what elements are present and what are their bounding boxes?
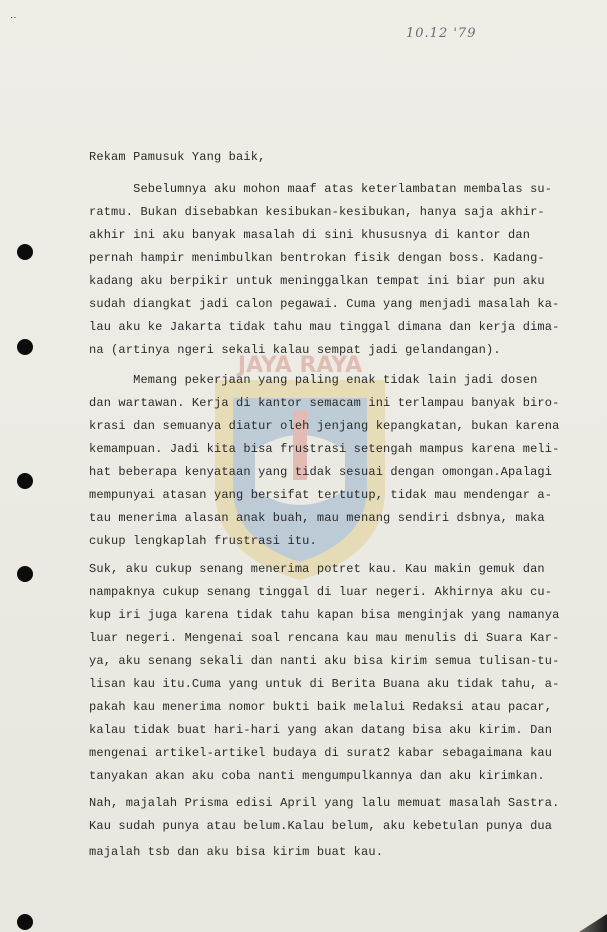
handwritten-date: 10.12 '79 [406,26,477,41]
text-line: Sebelumnya aku mohon maaf atas keterlambatan membalas su- [89,182,553,196]
text-line: ya, aku senang sekali dan nanti aku bisa kirim semua tulisan-tu- [89,654,560,668]
text-line: kemampuan. Jadi kita bisa frustrasi setengah mampus karena meli- [89,442,560,456]
text-line: kadang aku berpikir untuk meninggalkan tempat ini biar pun aku [89,274,545,288]
text-line: luar negeri. Mengenai soal rencana kau mau menulis di Suara Kar- [89,631,560,645]
text-line: kalau tidak buat hari-hari yang akan datang bisa aku kirim. Dan [89,723,553,737]
text-line: tanyakan akan aku coba nanti mengumpulkannya dan aku kirimkan. [89,769,545,783]
watermark-text: JAYA RAYA [237,353,363,378]
text-line: Suk, aku cukup senang menerima potret kau. Kau makin gemuk dan [89,562,545,576]
punch-hole [17,244,33,260]
punch-hole [17,914,33,930]
text-line: pernah hampir menimbulkan bentrokan fisik dengan boss. Kadang- [89,251,545,265]
punch-hole [17,339,33,355]
text-line: nampaknya cukup senang tinggal di luar negeri. Akhirnya aku cu- [89,585,553,599]
text-line: cukup lengkaplah frustrasi itu. [89,534,317,548]
text-line: tau menerima alasan anak buah, mau menang sendiri dsbnya, maka [89,511,545,525]
page-edge-shadow [537,914,607,932]
punch-hole [17,473,33,489]
corner-mark: ‥ [10,11,17,22]
text-line: Nah, majalah Prisma edisi April yang lalu memuat masalah Sastra. [89,796,560,810]
text-line: dan wartawan. Kerja di kantor semacam ini terlampau banyak biro- [89,396,560,410]
text-line: sudah diangkat jadi calon pegawai. Cuma yang menjadi masalah ka- [89,297,560,311]
text-line: Kau sudah punya atau belum.Kalau belum, aku kebetulan punya dua [89,819,553,833]
salutation: Rekam Pamusuk Yang baik, [89,150,266,164]
text-line: mengenai artikel-artikel budaya di surat2 kabar sebagaimana kau [89,746,553,760]
text-line: hat beberapa kenyataan yang tidak sesuai dengan omongan.Apalagi [89,465,553,479]
text-line: lisan kau itu.Cuma yang untuk di Berita Buana aku tidak tahu, a- [89,677,560,691]
text-line: kup iri juga karena tidak tahu kapan bisa menginjak yang namanya [89,608,560,622]
text-line: na (artinya ngeri sekali kalau sempat jadi gelandangan). [89,343,501,357]
text-line: krasi dan semuanya diatur oleh jenjang kepangkatan, bukan karena [89,419,560,433]
text-line: Memang pekerjaan yang paling enak tidak lain jadi dosen [89,373,538,387]
text-line: ratmu. Bukan disebabkan kesibukan-kesibukan, hanya saja akhir- [89,205,545,219]
text-line: mempunyai atasan yang bersifat tertutup, tidak mau mendengar a- [89,488,553,502]
text-line: lau aku ke Jakarta tidak tahu mau tinggal dimana dan kerja dima- [89,320,560,334]
punch-hole [17,566,33,582]
text-line: akhir ini aku banyak masalah di sini khususnya di kantor dan [89,228,531,242]
text-line: majalah tsb dan aku bisa kirim buat kau. [89,845,384,859]
text-line: pakah kau menerima nomor bukti baik melalui Redaksi atau pacar, [89,700,553,714]
